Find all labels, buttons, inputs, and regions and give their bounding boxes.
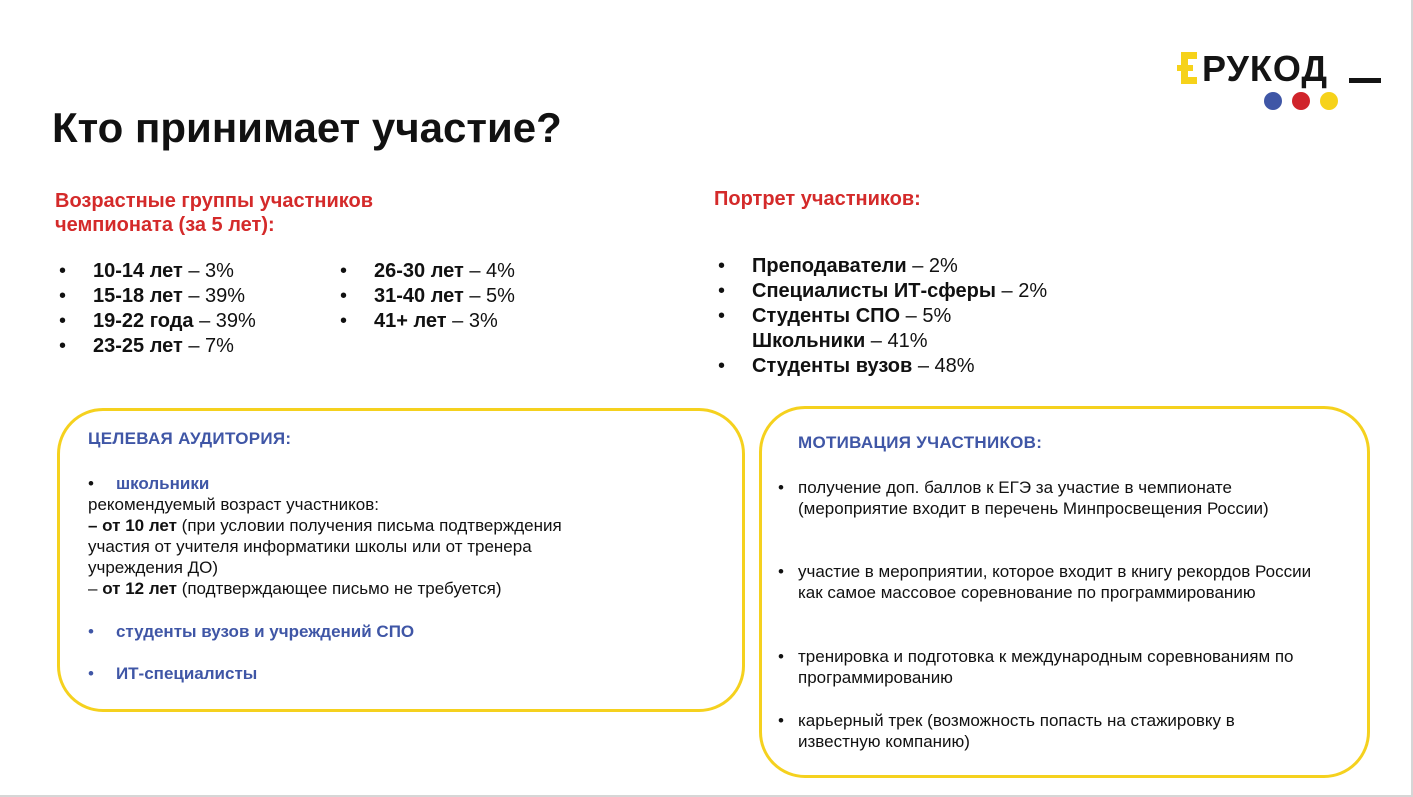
recommended-age-text: рекомендуемый возраст участников:: [88, 495, 379, 514]
motivation-heading: МОТИВАЦИЯ УЧАСТНИКОВ:: [798, 433, 1043, 452]
age-12-line: – от 12 лет (подтверждающее письмо не требуется): [88, 579, 502, 598]
list-item: Школьники – 41%: [752, 330, 928, 352]
portrait-list: [714, 254, 1047, 379]
portrait-heading: Портрет участников:: [714, 188, 921, 210]
logo-bracket-icon: [1175, 50, 1199, 86]
age-groups-heading-line1: Возрастные группы участников: [55, 190, 374, 212]
list-item: • 23-25 лет – 7%: [59, 335, 234, 357]
age-10-line: – от 10 лет (при условии получения письма подтверждения: [88, 516, 562, 535]
age-10-line3: учреждения ДО): [88, 558, 219, 577]
list-item: • 10-14 лет – 3%: [59, 260, 234, 282]
list-item: • 41+ лет – 3%: [340, 310, 498, 332]
age-list-left: [55, 259, 256, 359]
age-groups-heading-line2: чемпионата (за 5 лет):: [55, 214, 275, 236]
target-audience-box: [57, 408, 745, 712]
age-list-right: [336, 259, 515, 334]
age-10-line2: участия от учителя информатики школы или от тренера: [88, 537, 532, 556]
list-item: • 31-40 лет – 5%: [340, 285, 515, 307]
logo-text: РУКОД: [1202, 48, 1329, 89]
motivation-item: • участие в мероприятии, которое входит в книгу рекордов России как самое массовое соревнование по программированию: [778, 562, 1312, 602]
list-item: • Специалисты ИТ-сферы – 2%: [718, 280, 1048, 302]
list-item: • 19-22 года – 39%: [59, 310, 256, 332]
list-item: • Преподаватели – 2%: [718, 255, 958, 277]
list-item: • 15-18 лет – 39%: [59, 285, 246, 307]
list-item: • Студенты СПО – 5%: [718, 305, 952, 327]
page-title: Кто принимает участие?: [52, 104, 562, 151]
logo-underscore: [1349, 78, 1381, 83]
target-item-it: • ИТ-специалисты: [88, 664, 258, 683]
rukod-logo: [1172, 48, 1387, 118]
target-audience-heading: ЦЕЛЕВАЯ АУДИТОРИЯ:: [88, 429, 292, 448]
motivation-item: • получение доп. баллов к ЕГЭ за участие в чемпионате (мероприятие входит в перечень Минпросвещения России): [778, 478, 1269, 518]
age-groups-heading: [55, 189, 373, 237]
motivation-item: • карьерный трек (возможность попасть на стажировку в известную компанию): [778, 711, 1235, 751]
target-item-schoolchildren: • школьники: [88, 474, 210, 493]
target-item-students: • студенты вузов и учреждений СПО: [88, 622, 415, 641]
list-item: • 26-30 лет – 4%: [340, 260, 515, 282]
logo-dot-blue: [1264, 92, 1282, 110]
list-item: • Студенты вузов – 48%: [718, 355, 975, 377]
motivation-item: • тренировка и подготовка к международным соревнованиям по программированию: [778, 647, 1294, 687]
logo-dot-red: [1292, 92, 1310, 110]
motivation-box: [759, 406, 1370, 778]
logo-dot-yellow: [1320, 92, 1338, 110]
